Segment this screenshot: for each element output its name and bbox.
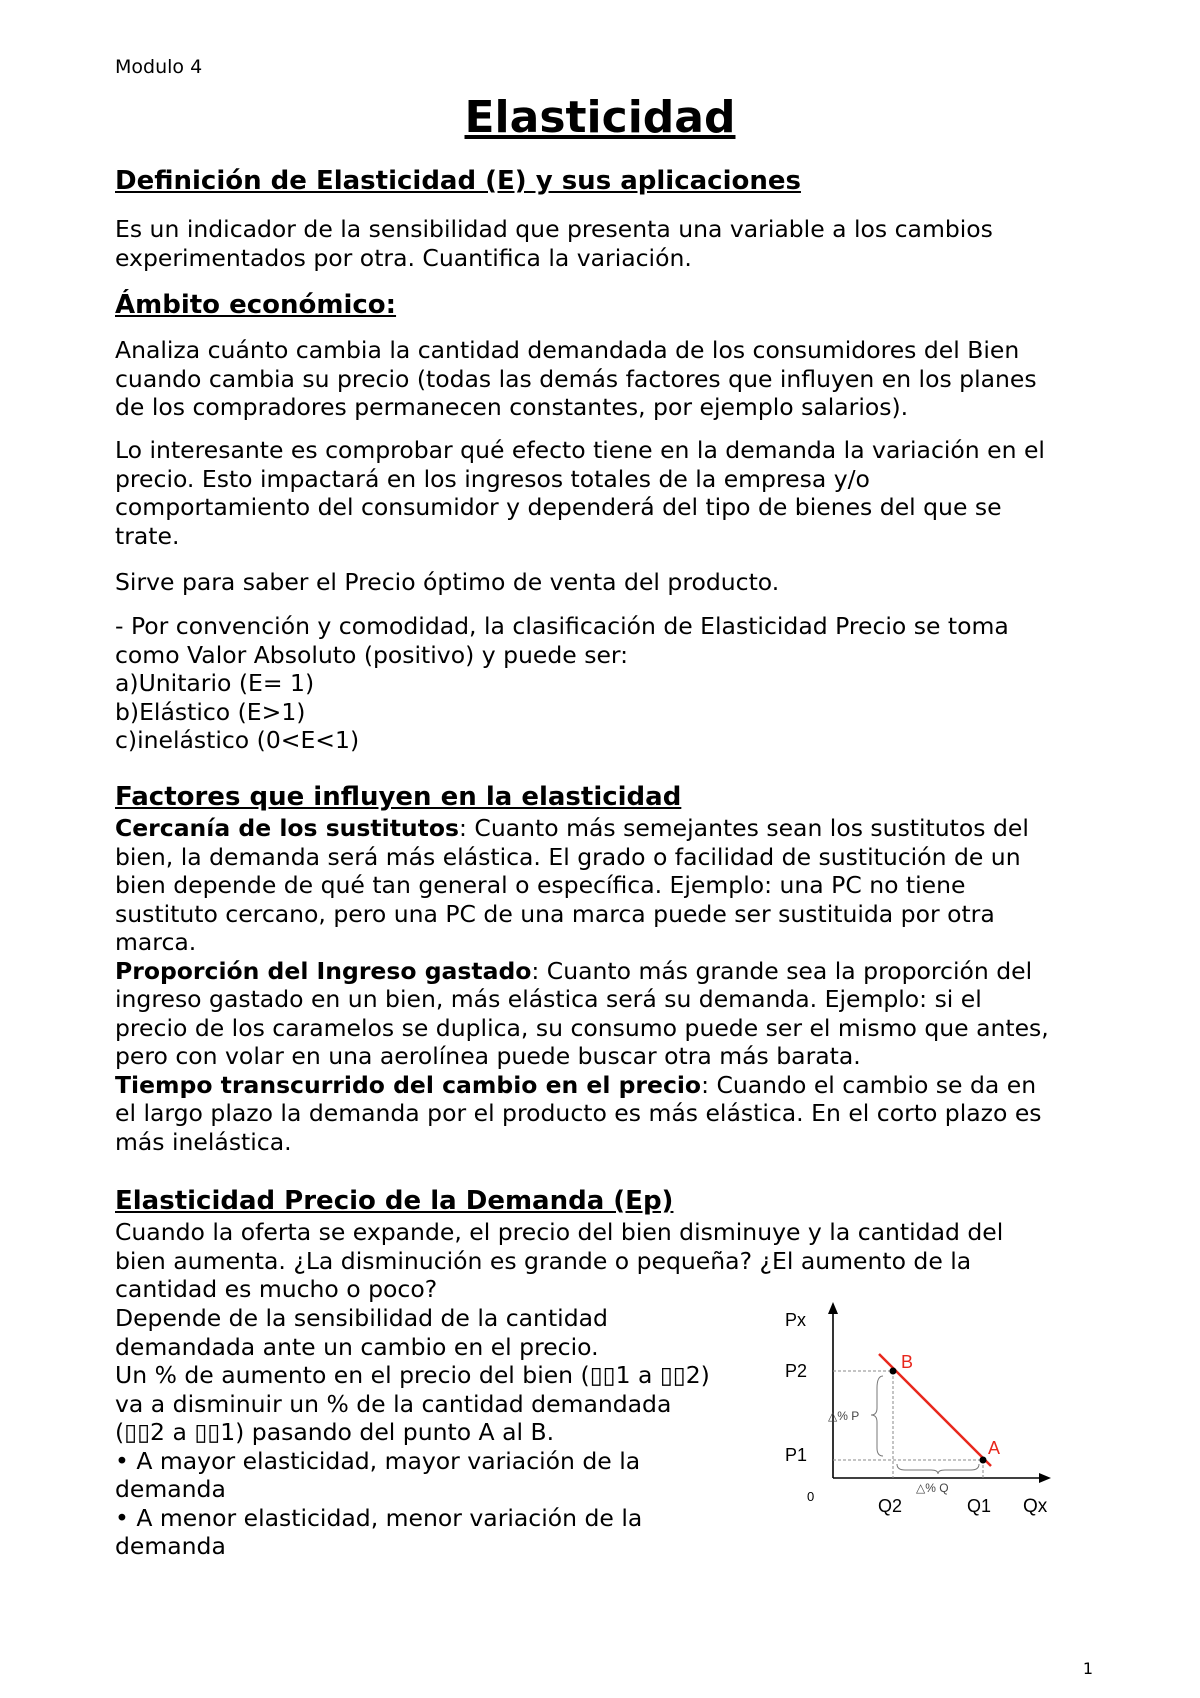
text-line: Lo interesante es comprobar qué efecto tiene en la demanda la variación en el xyxy=(115,436,1045,464)
text-line: el largo plazo la demanda por el producto es más elástica. En el corto plazo es xyxy=(115,1099,1042,1127)
page-title: Elasticidad xyxy=(464,92,736,143)
list-item: c)inelástico (0<E<1) xyxy=(115,726,360,754)
paragraph-ambito-2 xyxy=(115,436,1090,550)
point-b-marker xyxy=(890,1368,897,1375)
text-line: va a disminuir un % de la cantidad demandada xyxy=(115,1389,672,1418)
text-line: de los compradores permanecen constantes, por ejemplo salarios). xyxy=(115,393,909,421)
x-tick-label: Q1 xyxy=(967,1496,992,1516)
paragraph-ambito-3 xyxy=(115,568,1090,597)
delta-q-label: △% Q xyxy=(916,1481,949,1495)
paragraph-definicion xyxy=(115,215,1090,272)
paragraph-factores xyxy=(115,814,1090,1156)
paragraph-ambito-4 xyxy=(115,612,1090,755)
paragraph-ep xyxy=(115,1218,1090,1304)
factor-text: : Cuanto más semejantes sean los sustitutos del xyxy=(459,814,1029,842)
factor-title: Proporción del Ingreso gastado xyxy=(115,956,532,985)
text-line: Analiza cuánto cambia la cantidad demandada de los consumidores del Bien xyxy=(115,336,1020,364)
text-line: Un % de aumento en el precio del bien (▯▯1 a ▯▯2) xyxy=(115,1361,710,1389)
text-line xyxy=(115,814,1090,843)
text-line xyxy=(115,957,1090,986)
text-line: experimentados por otra. Cuantifica la variación. xyxy=(115,243,692,272)
y-tick-label: P1 xyxy=(785,1445,808,1465)
text-line: precio. Esto impactará en los ingresos totales de la empresa y/o xyxy=(115,464,870,493)
text-line: más inelástica. xyxy=(115,1127,292,1156)
factor-text: : Cuando el cambio se da en xyxy=(701,1070,1037,1099)
heading-ep: Elasticidad Precio de la Demanda (Ep) xyxy=(115,1186,674,1216)
y-axis-label: Px xyxy=(785,1310,807,1330)
text-line: trate. xyxy=(115,521,180,550)
delta-p-label: △% P xyxy=(828,1409,860,1423)
x-axis-label: Qx xyxy=(1023,1496,1048,1517)
text-line: Es un indicador de la sensibilidad que presenta una variable a los cambios xyxy=(115,215,993,243)
text-line: como Valor Absoluto (positivo) y puede ser: xyxy=(115,640,629,669)
text-line: cuando cambia su precio (todas las demás factores que influyen en los planes xyxy=(115,364,1037,393)
text-line: ingreso gastado en un bien, más elástica será su demanda. Ejemplo: si el xyxy=(115,985,982,1013)
point-a-marker xyxy=(980,1457,987,1464)
list-item: b)Elástico (E>1) xyxy=(115,697,306,726)
list-item: a)Unitario (E= 1) xyxy=(115,669,315,697)
y-axis-arrow-icon xyxy=(828,1302,838,1314)
heading-ambito: Ámbito económico: xyxy=(115,290,397,320)
x-axis-arrow-icon xyxy=(1039,1473,1051,1483)
text-line: bien, la demanda será más elástica. El grado o facilidad de sustitución de un xyxy=(115,842,1021,871)
text-line: demandada ante un cambio en el precio. xyxy=(115,1332,599,1361)
text-line: Sirve para saber el Precio óptimo de venta del producto. xyxy=(115,568,780,596)
text-line xyxy=(115,1071,1090,1100)
factor-title: Cercanía de los sustitutos xyxy=(115,814,460,842)
delta-q-brace xyxy=(897,1464,979,1474)
text-line: cantidad es mucho o poco? xyxy=(115,1275,438,1303)
text-line: demanda xyxy=(115,1532,226,1560)
bullet-item: • A menor elasticidad, menor variación de la xyxy=(115,1503,643,1532)
bullet-item: • A mayor elasticidad, mayor variación de la xyxy=(115,1446,641,1475)
text-line: Cuando la oferta se expande, el precio del bien disminuye y la cantidad del xyxy=(115,1218,1004,1246)
text-line: (▯▯2 a ▯▯1) pasando del punto A al B. xyxy=(115,1418,555,1446)
page-header: Modulo 4 xyxy=(115,56,203,78)
paragraph-ep-explanation xyxy=(115,1304,755,1561)
heading-factores: Factores que influyen en la elasticidad xyxy=(115,782,682,812)
demand-chart xyxy=(775,1298,1075,1528)
text-line: bien depende de qué tan general o específica. Ejemplo: una PC no tiene xyxy=(115,871,966,899)
origin-label: 0 xyxy=(807,1489,815,1504)
factor-title: Tiempo transcurrido del cambio en el precio xyxy=(115,1070,702,1099)
heading-definicion: Definición de Elasticidad (E) y sus aplicaciones xyxy=(115,166,801,196)
text-line: marca. xyxy=(115,928,197,956)
text-line: - Por convención y comodidad, la clasificación de Elasticidad Precio se toma xyxy=(115,612,1009,640)
point-b-label: B xyxy=(901,1352,914,1372)
delta-p-brace xyxy=(871,1376,883,1456)
text-line: demanda xyxy=(115,1475,226,1503)
paragraph-ambito-1 xyxy=(115,336,1090,422)
x-tick-label: Q2 xyxy=(878,1496,903,1516)
text-line: precio de los caramelos se duplica, su consumo puede ser el mismo que antes, xyxy=(115,1013,1049,1042)
text-line: bien aumenta. ¿La disminución es grande o pequeña? ¿El aumento de la xyxy=(115,1246,972,1275)
text-line: sustituto cercano, pero una PC de una marca puede ser sustituida por otra xyxy=(115,899,995,928)
point-a-label: A xyxy=(988,1438,1001,1458)
page-number: 1 xyxy=(1082,1659,1093,1678)
text-line: Depende de la sensibilidad de la cantidad xyxy=(115,1304,608,1332)
text-line: pero con volar en una aerolínea puede buscar otra más barata. xyxy=(115,1042,861,1070)
y-tick-label: P2 xyxy=(785,1361,808,1381)
factor-text: : Cuanto más grande sea la proporción del xyxy=(531,956,1033,985)
text-line: comportamiento del consumidor y dependerá del tipo de bienes del que se xyxy=(115,493,1002,521)
